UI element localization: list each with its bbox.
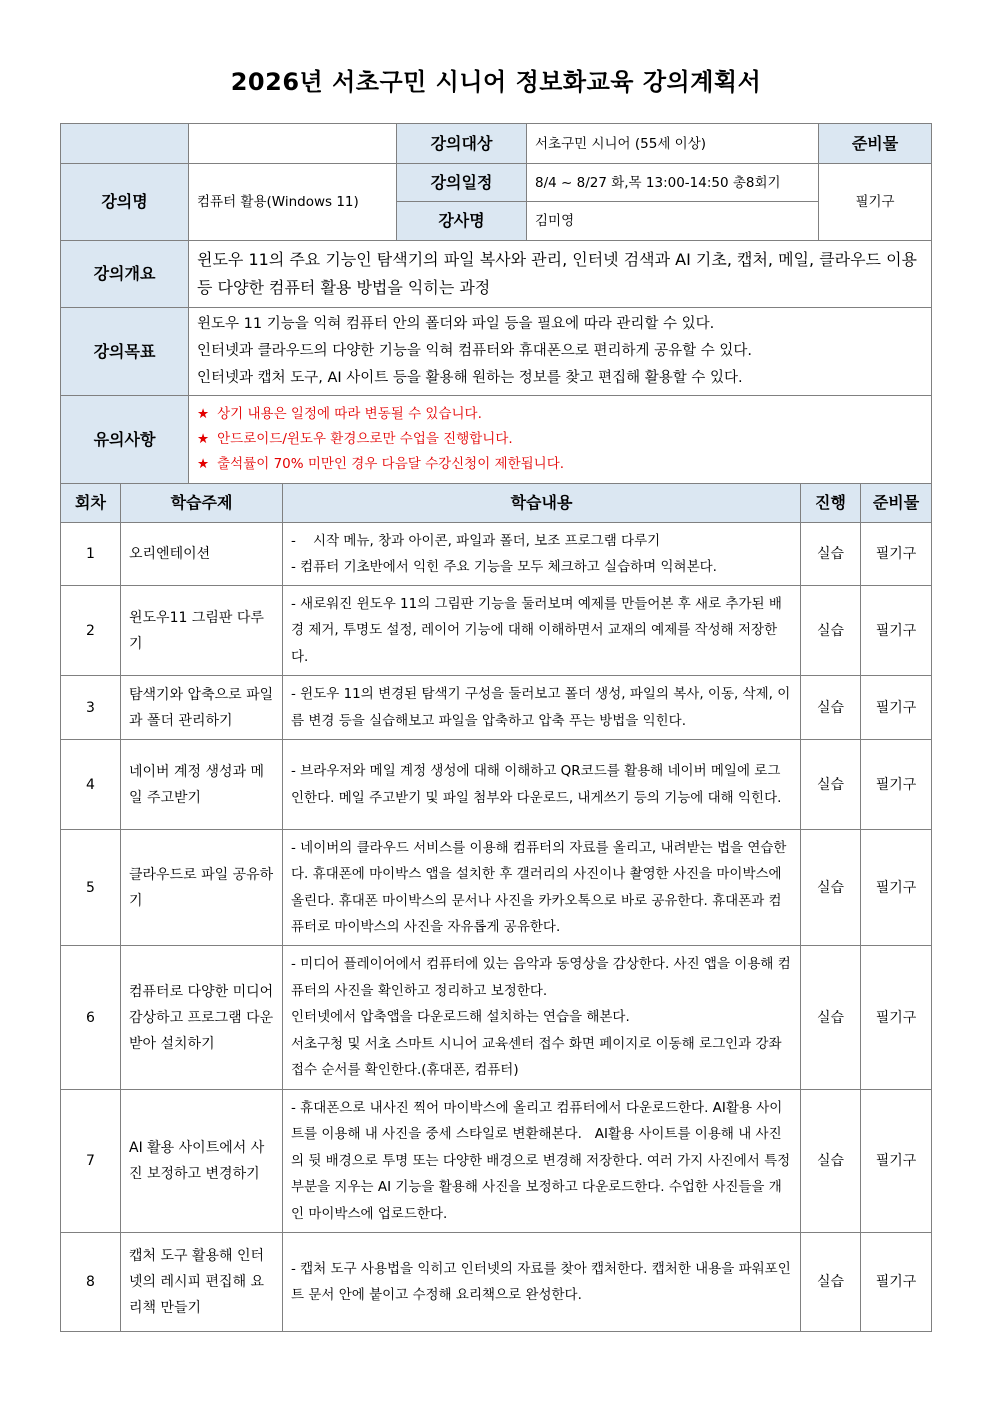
session-topic: AI 활용 사이트에서 사진 보정하고 변경하기 — [121, 1090, 283, 1233]
header-supplies: 준비물 — [861, 484, 932, 523]
session-topic: 클라우드로 파일 공유하기 — [121, 830, 283, 946]
session-number: 1 — [61, 523, 121, 586]
content-line: - 시작 메뉴, 창과 아이콘, 파일과 폴더, 보조 프로그램 다루기 — [291, 532, 661, 549]
blank-header-cell — [61, 124, 189, 164]
table-row — [61, 946, 932, 1090]
session-supplies: 필기구 — [861, 523, 932, 586]
session-topic: 캡처 도구 활용해 인터넷의 레시피 편집해 요리책 만들기 — [121, 1233, 283, 1332]
session-topic: 윈도우11 그림판 다루기 — [121, 586, 283, 676]
session-supplies: 필기구 — [861, 1233, 932, 1332]
overview-label: 강의개요 — [61, 241, 189, 308]
session-number: 8 — [61, 1233, 121, 1332]
session-supplies: 필기구 — [861, 676, 932, 740]
session-topic: 오리엔테이션 — [121, 523, 283, 586]
notes-list — [189, 396, 932, 484]
course-name-label: 강의명 — [61, 164, 189, 241]
session-number: 4 — [61, 740, 121, 830]
session-content — [283, 946, 801, 1090]
session-content: - 휴대폰으로 내사진 찍어 마이박스에 올리고 컴퓨터에서 다운로드한다. AI활용 사이트를 이용해 내 사진을 중세 스타일로 변환해본다. AI활용 사이트를 이용해 내 사진의 뒷 배경으로 투명 또는 다양한 배경으로 변경해 저장한다. 여러 가지 사진에서 특정 부분을 지우는 AI 기능을 활용해 사진을 보정하고 다운로드한다. 수업한 사진들을 개인 마이박스에 업로드한다. — [283, 1090, 801, 1233]
schedule-label: 강의일정 — [397, 164, 527, 202]
table-row — [61, 830, 932, 946]
session-content: - 브라우저와 메일 계정 생성에 대해 이해하고 QR코드를 활용해 네이버 메일에 로그인한다. 메일 주고받기 및 파일 첨부와 다운로드, 내게쓰기 등의 기능에 대해 익힌다. — [283, 740, 801, 830]
note-text: 안드로이드/윈도우 환경으로만 수업을 진행합니다. — [217, 431, 513, 447]
session-topic: 컴퓨터로 다양한 미디어 감상하고 프로그램 다운받아 설치하기 — [121, 946, 283, 1090]
instructor-value: 김미영 — [527, 202, 819, 241]
session-mode: 실습 — [801, 676, 861, 740]
goal-item: 윈도우 11 기능을 익혀 컴퓨터 안의 폴더와 파일 등을 필요에 따라 관리할 수 있다. — [197, 316, 715, 332]
table-row — [61, 586, 932, 676]
notes-label: 유의사항 — [61, 396, 189, 484]
session-mode: 실습 — [801, 830, 861, 946]
header-session: 회차 — [61, 484, 121, 523]
session-number: 3 — [61, 676, 121, 740]
session-supplies: 필기구 — [861, 586, 932, 676]
star-icon: ★ — [197, 431, 210, 447]
table-row — [61, 676, 932, 740]
goal-item: 인터넷과 클라우드의 다양한 기능을 익혀 컴퓨터와 휴대폰으로 편리하게 공유할 수 있다. — [197, 343, 752, 359]
blank-cell — [189, 124, 397, 164]
table-row — [61, 1090, 932, 1233]
session-supplies: 필기구 — [861, 1090, 932, 1233]
session-number: 6 — [61, 946, 121, 1090]
overview-text: 윈도우 11의 주요 기능인 탐색기의 파일 복사와 관리, 인터넷 검색과 AI 기초, 캡처, 메일, 클라우드 이용 등 다양한 컴퓨터 활용 방법을 익히는 과정 — [189, 241, 932, 308]
target-label: 강의대상 — [397, 124, 527, 164]
session-content: - 새로워진 윈도우 11의 그림판 기능을 둘러보며 예제를 만들어본 후 새로 추가된 배경 제거, 투명도 설정, 레이어 기능에 대해 이해하면서 교재의 예제를 작성해 저장한다. — [283, 586, 801, 676]
session-number: 5 — [61, 830, 121, 946]
session-mode: 실습 — [801, 1233, 861, 1332]
note-text: 상기 내용은 일정에 따라 변동될 수 있습니다. — [217, 406, 482, 422]
session-mode: 실습 — [801, 946, 861, 1090]
note-item — [197, 452, 923, 477]
star-icon: ★ — [197, 456, 210, 472]
course-name-value: 컴퓨터 활용(Windows 11) — [189, 164, 397, 241]
session-content: - 윈도우 11의 변경된 탐색기 구성을 둘러보고 폴더 생성, 파일의 복사, 이동, 삭제, 이름 변경 등을 실습해보고 파일을 압축하고 압축 푸는 방법을 익힌다. — [283, 676, 801, 740]
course-info-table — [60, 123, 932, 484]
session-mode: 실습 — [801, 1090, 861, 1233]
content-line: 인터넷에서 압축앱을 다운로드해 설치하는 연습을 해본다. — [291, 1009, 630, 1026]
session-number: 7 — [61, 1090, 121, 1233]
goals-label: 강의목표 — [61, 308, 189, 396]
session-supplies: 필기구 — [861, 830, 932, 946]
target-value: 서초구민 시니어 (55세 이상) — [527, 124, 819, 164]
table-row — [61, 740, 932, 830]
star-icon: ★ — [197, 406, 210, 422]
session-number: 2 — [61, 586, 121, 676]
session-content: - 네이버의 클라우드 서비스를 이용해 컴퓨터의 자료를 올리고, 내려받는 법을 연습한다. 휴대폰에 마이박스 앱을 설치한 후 갤러리의 사진이나 촬영한 사진을 마이박스에 올린다. 휴대폰 마이박스의 문서나 사진을 카카오톡으로 바로 공유한다. 휴대폰과 컴퓨터로 마이박스의 사진을 자유롭게 공유한다. — [283, 830, 801, 946]
page-title: 2026년 서초구민 시니어 정보화교육 강의계획서 — [230, 68, 762, 96]
supplies-label: 준비물 — [819, 124, 932, 164]
note-item — [197, 427, 923, 452]
session-supplies: 필기구 — [861, 740, 932, 830]
session-content: - 캡처 도구 사용법을 익히고 인터넷의 자료를 찾아 캡처한다. 캡처한 내용을 파워포인트 문서 안에 붙이고 수정해 요리책으로 완성한다. — [283, 1233, 801, 1332]
supplies-value: 필기구 — [819, 164, 932, 241]
session-mode: 실습 — [801, 586, 861, 676]
table-row — [61, 523, 932, 586]
session-supplies: 필기구 — [861, 946, 932, 1090]
schedule-value: 8/4 ~ 8/27 화,목 13:00-14:50 총8회기 — [527, 164, 819, 202]
lesson-plan-table — [60, 483, 932, 1332]
content-line: - 컴퓨터 기초반에서 익힌 주요 기능을 모두 체크하고 실습하며 익혀본다. — [291, 559, 717, 575]
content-line: - 미디어 플레이어에서 컴퓨터에 있는 음악과 동영상을 감상한다. 사진 앱을 이용해 컴퓨터의 사진을 확인하고 정리하고 보정한다. — [291, 956, 791, 999]
instructor-label: 강사명 — [397, 202, 527, 241]
header-topic: 학습주제 — [121, 484, 283, 523]
table-row — [61, 1233, 932, 1332]
content-line: 서초구청 및 서초 스마트 시니어 교육센터 접수 화면 페이지로 이동해 로그인과 강좌 접수 순서를 확인한다.(휴대폰, 컴퓨터) — [291, 1035, 782, 1079]
note-item — [197, 402, 923, 427]
header-content: 학습내용 — [283, 484, 801, 523]
session-content — [283, 523, 801, 586]
header-mode: 진행 — [801, 484, 861, 523]
session-topic: 탐색기와 압축으로 파일과 폴더 관리하기 — [121, 676, 283, 740]
goal-item: 인터넷과 캡처 도구, AI 사이트 등을 활용해 원하는 정보를 찾고 편집해 활용할 수 있다. — [197, 370, 743, 386]
note-text: 출석률이 70% 미만인 경우 다음달 수강신청이 제한됩니다. — [217, 456, 565, 472]
session-topic: 네이버 계정 생성과 메일 주고받기 — [121, 740, 283, 830]
session-mode: 실습 — [801, 523, 861, 586]
session-mode: 실습 — [801, 740, 861, 830]
goals-list — [189, 308, 932, 396]
